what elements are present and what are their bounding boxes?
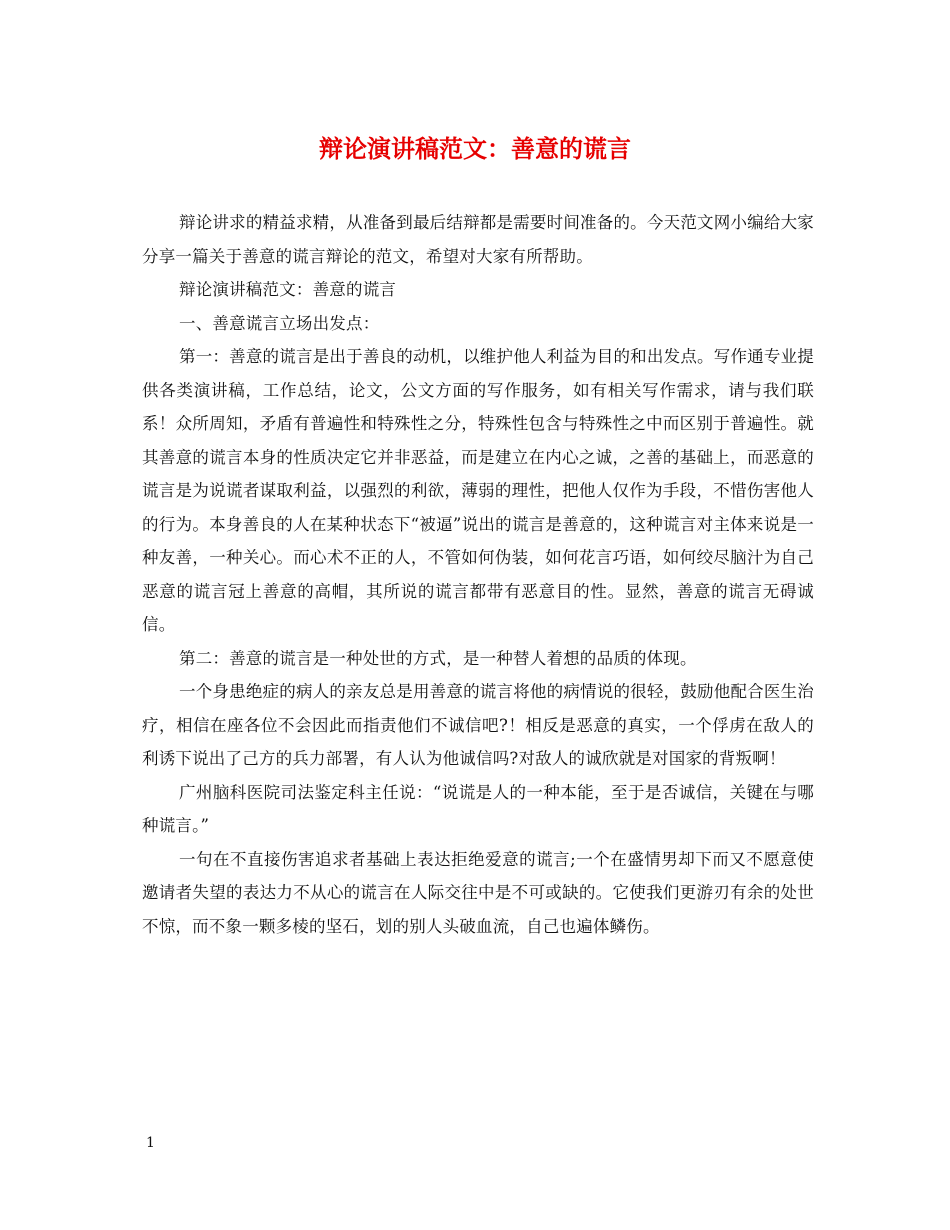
paragraph-point-one: 第一：善意的谎言是出于善良的动机，以维护他人利益为目的和出发点。写作通专业提供各类演讲稿，工作总结，论文，公文方面的写作服务，如有相关写作需求，请与我们联系！众所周知，矛盾有普遍性和特殊性之分，特殊性包含与特殊性之中而区别于普遍性。就其善意的谎言本身的性质决定它并非恶益，而是建立在内心之诚，之善的基础上，而恶意的谎言是为说谎者谋取利益，以强烈的利欲，薄弱的理性，把他人仅作为手段，不惜伤害他人的行为。本身善良的人在某种状态下“被逼”说出的谎言是善意的，这种谎言对主体来说是一种友善，一种关心。而心术不正的人，不管如何伪装，如何花言巧语，如何绞尽脑汁为自己恶意的谎言冠上善意的高帽，其所说的谎言都带有恶意目的性。显然，善意的谎言无碍诚信。 (142, 347, 814, 634)
document-body (142, 206, 814, 943)
paragraph-conclusion: 一句在不直接伤害追求者基础上表达拒绝爱意的谎言;一个在盛情男却下而又不愿意使邀请者失望的表达力不从心的谎言在人际交往中是不可或缺的。它使我们更游刃有余的处世不惊，而不象一颗多棱的坚石，划的别人头破血流，自己也遍体鳞伤。 (142, 849, 814, 936)
paragraph-point-two: 第二：善意的谎言是一种处世的方式，是一种替人着想的品质的体现。 (179, 648, 697, 668)
page-number: 1 (146, 1135, 155, 1151)
paragraph-example-patient: 一个身患绝症的病人的亲友总是用善意的谎言将他的病情说的很轻，鼓励他配合医生治疗，相信在座各位不会因此而指责他们不诚信吧?！相反是恶意的真实，一个俘虏在敌人的利诱下说出了己方的兵力部署，有人认为他诚信吗?对敌人的诚欣就是对国家的背叛啊！ (142, 682, 814, 768)
paragraph-subtitle: 辩论演讲稿范文：善意的谎言 (179, 280, 397, 299)
document-title: 辩论演讲稿范文：善意的谎言 (319, 134, 631, 163)
paragraph-section-heading: 一、善意谎言立场出发点： (179, 313, 380, 333)
paragraph-quote: 广州脑科医院司法鉴定科主任说：“说谎是人的一种本能，至于是否诚信，关键在与哪种谎言。” (142, 782, 814, 835)
paragraph-intro: 辩论讲求的精益求精，从准备到最后结辩都是需要时间准备的。今天范文网小编给大家分享一篇关于善意的谎言辩论的范文，希望对大家有所帮助。 (142, 213, 814, 266)
